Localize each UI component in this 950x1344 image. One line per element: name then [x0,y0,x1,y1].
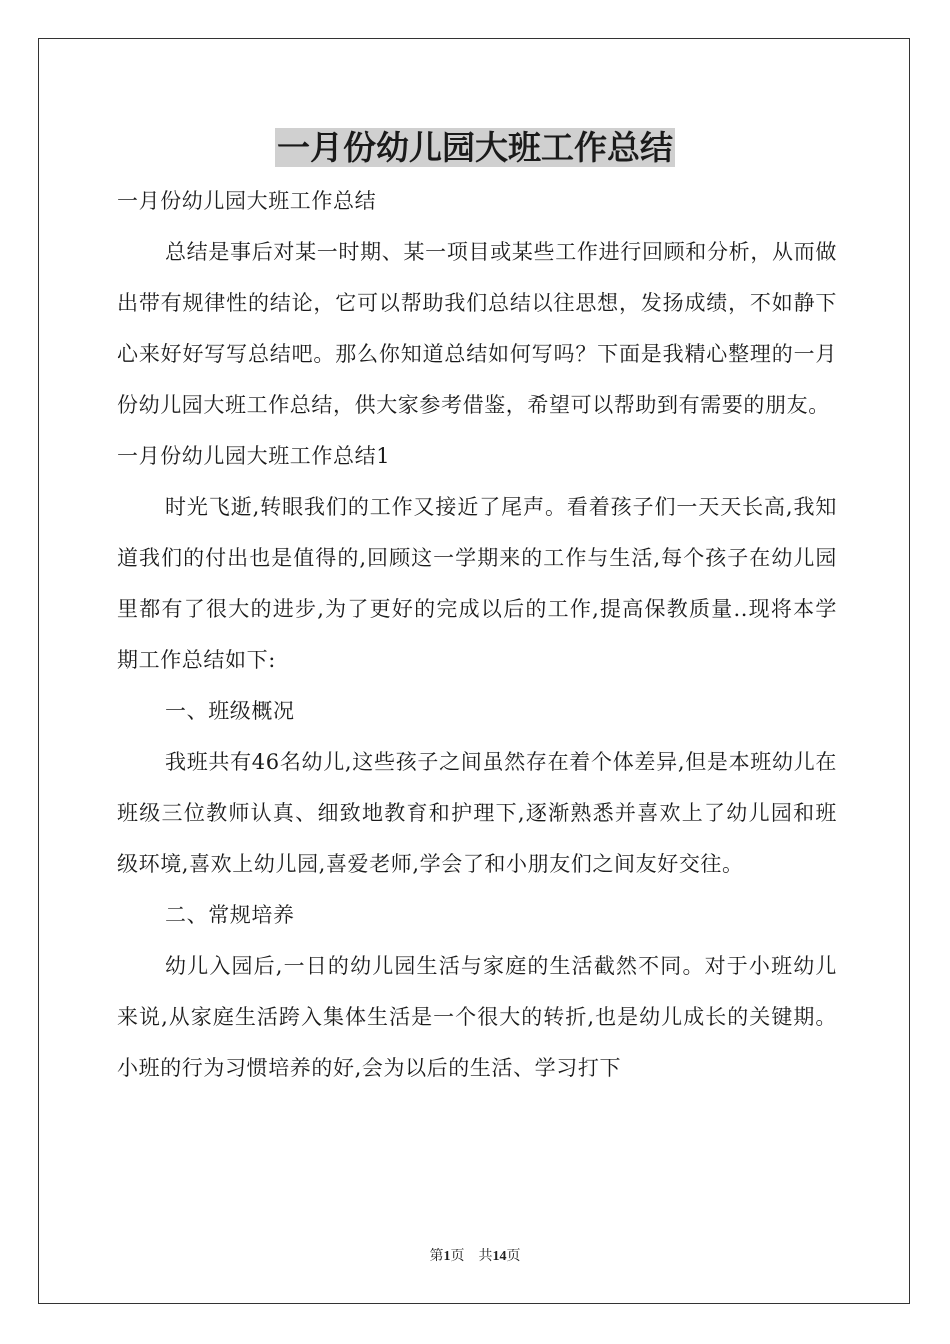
intro-paragraph: 总结是事后对某一时期、某一项目或某些工作进行回顾和分析，从而做出带有规律性的结论，它可以帮助我们总结以往思想，发扬成绩，不如静下心来好好写写总结吧。那么你知道总结如何写吗？下面是我精心整理的一月份幼儿园大班工作总结，供大家参考借鉴，希望可以帮助到有需要的朋友。 [117,240,837,417]
subheading-routine-training: 二、常规培养 [165,903,295,927]
section-heading: 一月份幼儿园大班工作总结1 [117,444,391,468]
page-footer [0,1245,950,1265]
page-suffix: 页 [450,1249,465,1264]
body-paragraph: 我班共有46名幼儿,这些孩子之间虽然存在着个体差异,但是本班幼儿在班级三位教师认真、细致地教育和护理下,逐渐熟悉并喜欢上了幼儿园和班级环境,喜欢上幼儿园,喜爱老师,学会了和小朋友们之间友好交往。 [117,750,837,876]
document-title [0,124,950,172]
total-suffix: 页 [506,1249,521,1264]
subheading-class-overview: 一、班级概况 [165,699,295,723]
total-prefix: 共 [478,1249,493,1264]
document-body [117,176,837,1094]
body-paragraph: 时光飞逝,转眼我们的工作又接近了尾声。看着孩子们一天天长高,我知道我们的付出也是值得的,回顾这一学期来的工作与生活,每个孩子在幼儿园里都有了很大的进步,为了更好的完成以后的工作,提高保教质量..现将本学期工作总结如下: [117,495,837,672]
subtitle-paragraph: 一月份幼儿园大班工作总结 [117,189,377,213]
page-prefix: 第 [429,1249,444,1264]
document-title-text: 一月份幼儿园大班工作总结 [277,128,673,167]
body-paragraph: 幼儿入园后,一日的幼儿园生活与家庭的生活截然不同。对于小班幼儿来说,从家庭生活跨入集体生活是一个很大的转折,也是幼儿成长的关键期。小班的行为习惯培养的好,会为以后的生活、学习打下 [117,954,837,1080]
total-pages: 14 [492,1249,507,1264]
page-number: 1 [443,1249,451,1264]
